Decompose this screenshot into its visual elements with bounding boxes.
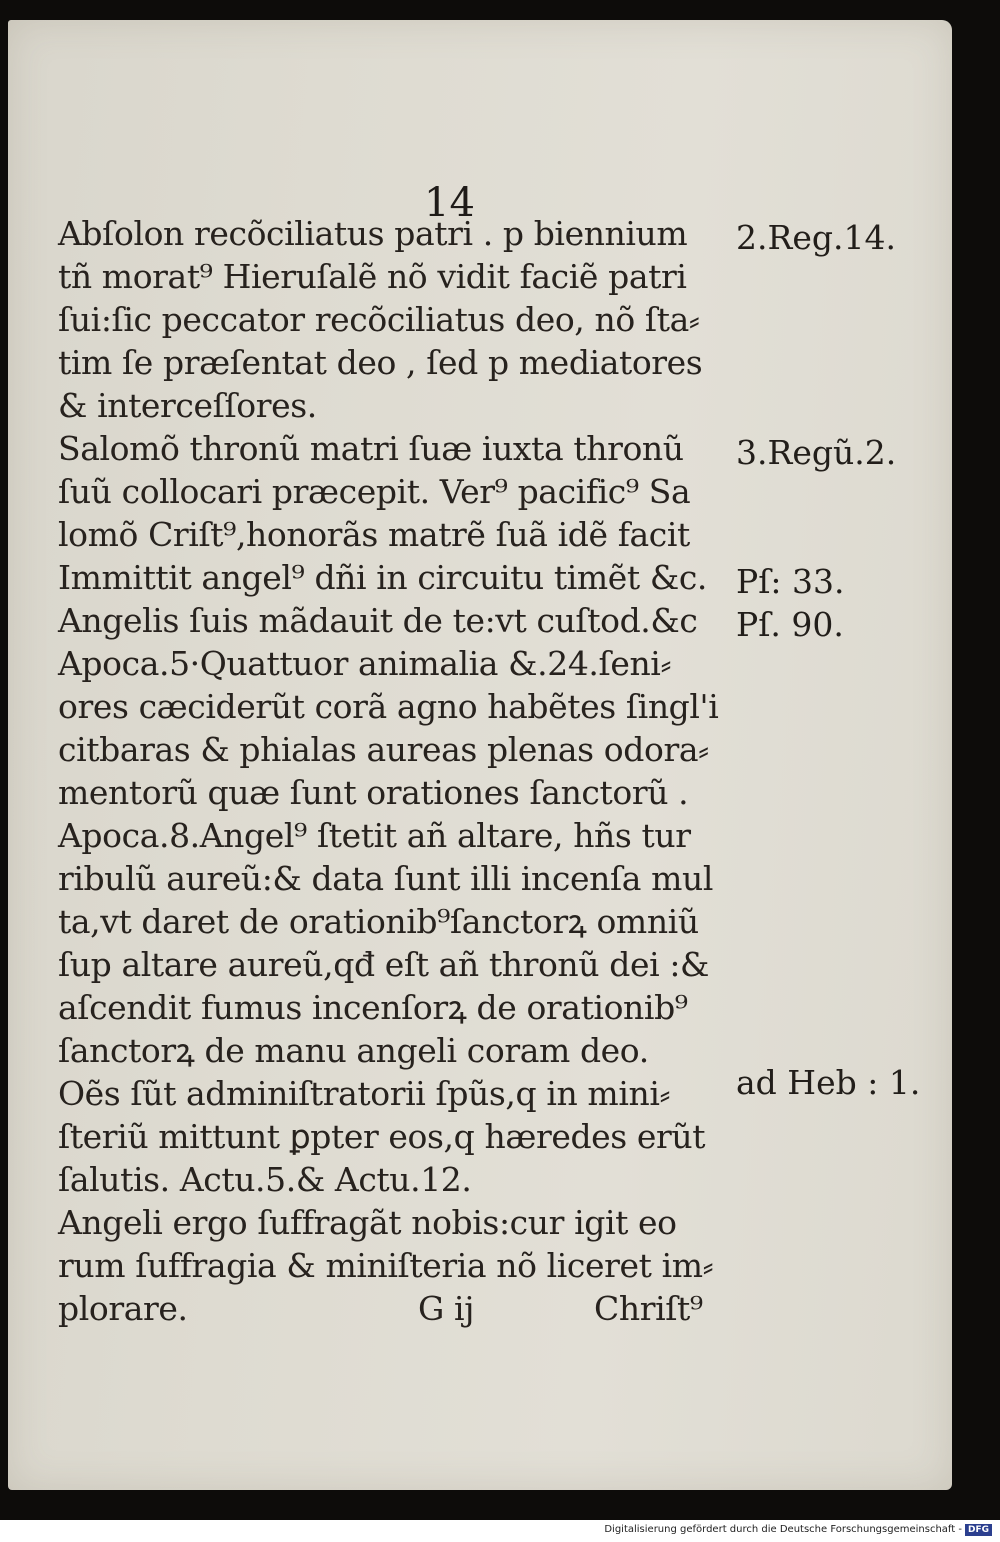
text-line: ribulũ aureũ:& data ſunt illi incenſa mul	[58, 859, 714, 898]
text-line: ta,vt daret de orationib⁹ſanctorꝝ omniũ	[58, 902, 699, 941]
margin-note-regum: 3.Regũ.2.	[736, 433, 897, 472]
text-line: tñ morat⁹ Hieruſalẽ nõ vidit faciẽ patri	[58, 257, 687, 296]
text-line: lomõ Criſt⁹,honorãs matrẽ ſuã idẽ facit	[58, 515, 690, 554]
text-line: Abſolon recõciliatus patri . p biennium	[58, 214, 688, 253]
text-line-final: plorare.	[58, 1289, 188, 1328]
text-line: ores cæciderũt corã agno habẽtes ſingl'i	[58, 687, 719, 726]
text-line: Angelis ſuis mãdauit de te:vt cuſtod.&c	[58, 601, 698, 640]
margin-note-heb: ad Heb : 1.	[736, 1063, 921, 1102]
text-line: ſteriũ mittunt ꝑpter eos,q hæredes erũt	[58, 1117, 706, 1156]
text-line: ſui:ſic peccator recõciliatus deo, nõ ſta⸗	[58, 300, 700, 339]
text-line: ſanctorꝝ de manu angeli coram deo.	[58, 1031, 649, 1070]
text-line: Apoca.8.Angel⁹ ſtetit añ altare, hñs tur	[58, 816, 691, 855]
text-line: citbaras & phialas aureas plenas odora⸗	[58, 730, 709, 769]
text-line: tim ſe præſentat deo , ſed p mediatores	[58, 343, 703, 382]
text-line: rum ſuffragia & miniſteria nõ liceret im⸗	[58, 1246, 714, 1285]
last-line-row	[58, 1287, 738, 1330]
dfg-logo: DFG	[965, 1524, 992, 1536]
footer-text: Digitalisierung gefördert durch die Deutsche Forschungsgemeinschaft -	[604, 1524, 962, 1535]
text-line: Salomõ thronũ matri ſuæ iuxta thronũ	[58, 429, 684, 468]
text-line: ſuũ collocari præcepit. Ver⁹ pacific⁹ Sa	[58, 472, 691, 511]
text-line: mentorũ quæ ſunt orationes ſanctorũ .	[58, 773, 689, 812]
footer-credit	[604, 1524, 992, 1536]
text-line: & interceſſores.	[58, 386, 317, 425]
catchword: Chriſt⁹	[594, 1289, 703, 1328]
text-line: Angeli ergo ſuffragãt nobis:cur igit eo	[58, 1203, 677, 1242]
text-line: aſcendit fumus incenſorꝝ de orationib⁹	[58, 988, 688, 1027]
margin-note-psalm-33: Pſ: 33.	[736, 562, 845, 601]
text-line: Oẽs ſũt adminiſtratorii ſpũs,q in mini⸗	[58, 1074, 671, 1113]
signature-mark: G ij	[418, 1289, 475, 1328]
margin-note-reg: 2.Reg.14.	[736, 218, 896, 257]
text-line: ſalutis. Actu.5.& Actu.12.	[58, 1160, 472, 1199]
main-text-block	[58, 212, 738, 1330]
page-number: 14	[424, 180, 475, 226]
text-line: Immittit angel⁹ dñi in circuitu timẽt &c.	[58, 558, 708, 597]
text-line: Apoca.5·Quattuor animalia &.24.ſeni⸗	[58, 644, 672, 683]
text-line: ſup altare aureũ,qđ eſt añ thronũ dei :&	[58, 945, 710, 984]
margin-note-psalm-90: Pſ. 90.	[736, 605, 844, 644]
